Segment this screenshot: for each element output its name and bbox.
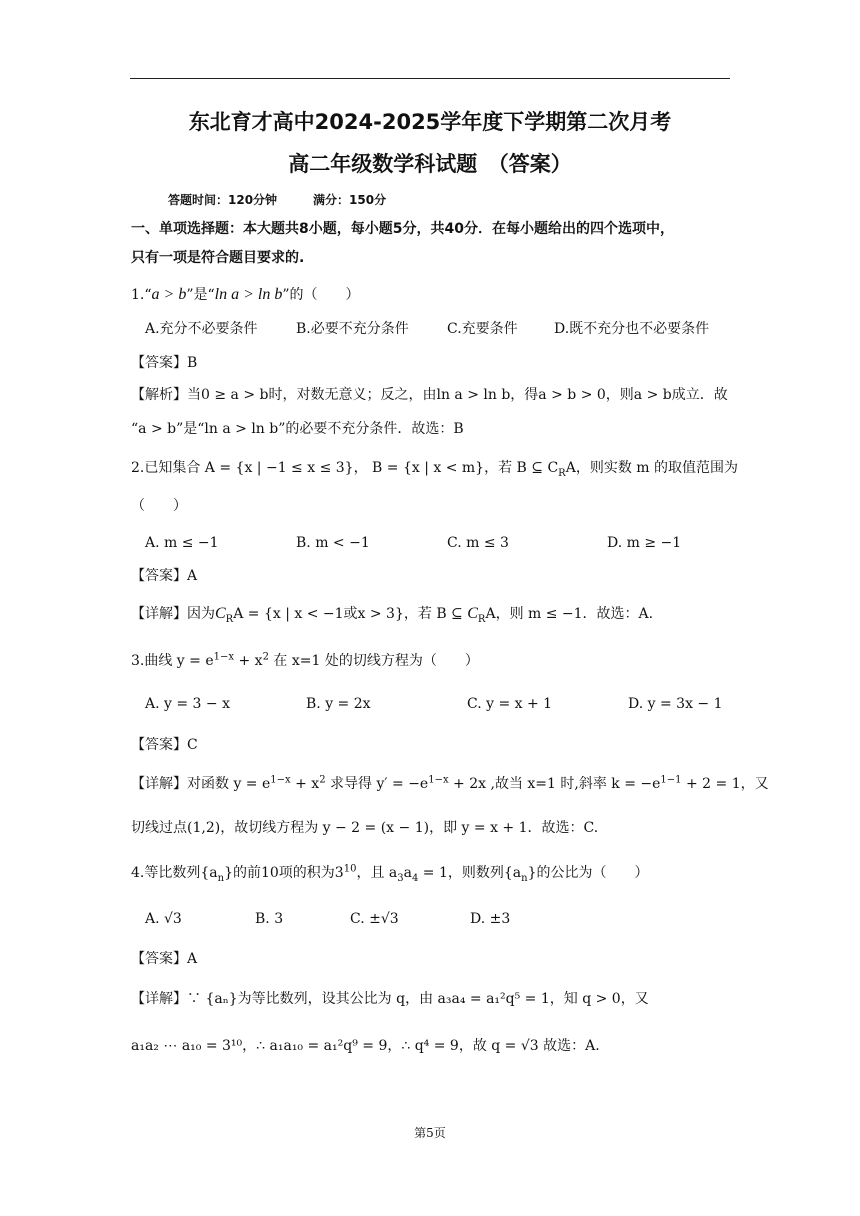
- question-2-stem: 2.已知集合 A = {x | −1 ≤ x ≤ 3}， B = {x | x < m}，若 B ⊆ $C_RA$，则实数 m 的取值范围为: [131, 460, 738, 479]
- q1-option-d: D.既不充分也不必要条件: [554, 321, 710, 337]
- q4-option-c: C. ±√3: [350, 911, 399, 927]
- q2-option-a: A. m ≤ −1: [145, 535, 219, 551]
- q1-option-a: A.充分不必要条件: [145, 321, 258, 337]
- q4-answer: 【答案】A: [131, 951, 198, 967]
- q1-explanation-line2: “a > b”是“ln a > ln b”的必要不充分条件．故选：B: [131, 421, 464, 437]
- q3-option-c: C. y = x + 1: [467, 696, 553, 712]
- exam-title: 东北育才高中2024-2025学年度下学期第二次月考: [188, 110, 672, 134]
- question-1-stem: 1.“a > b”是“ln a > ln b”的（ ）: [131, 286, 360, 303]
- page-number: 第5页: [414, 1126, 446, 1140]
- q3-detail-line2: 切线过点(1,2)，故切线方程为 y − 2 = (x − 1)，即 y = x + 1．故选：C.: [131, 820, 599, 836]
- q4-option-b: B. 3: [255, 911, 284, 927]
- q2-option-b: B. m < −1: [296, 535, 370, 551]
- q2-option-c: C. m ≤ 3: [447, 535, 509, 551]
- q4-option-a: A. √3: [145, 911, 182, 927]
- header-rule: [130, 78, 730, 79]
- question-4-stem: 4.等比数列$\{a_n\}$的前10项的积为$3^{10}$，且 $a_3a_4 = 1$，则数列$\{a_n\}$的公比为（ ）: [131, 863, 649, 884]
- q4-option-d: D. ±3: [470, 911, 511, 927]
- q3-option-a: A. y = 3 − x: [145, 696, 230, 712]
- q1-option-b: B.必要不充分条件: [296, 321, 409, 337]
- exam-info: 答题时间：120分钟 满分：150分: [168, 193, 387, 207]
- question-3-stem: 3.曲线 $y = e^{1-x} + x^2$ 在 x=1 处的切线方程为（ ）: [131, 651, 479, 669]
- section-heading-line2: 只有一项是符合题目要求的.: [131, 250, 305, 266]
- q3-answer: 【答案】C: [131, 737, 198, 753]
- q2-answer: 【答案】A: [131, 568, 198, 584]
- q1-option-c: C.充要条件: [447, 321, 518, 337]
- q3-option-b: B. y = 2x: [306, 696, 371, 712]
- q4-detail-line1: 【详解】∵ {aₙ}为等比数列，设其公比为 q，由 a₃a₄ = a₁²q⁵ = 1，知 q > 0，又: [131, 991, 649, 1007]
- q2-option-d: D. m ≥ −1: [607, 535, 682, 551]
- q3-detail-line1: 【详解】对函数 $y = e^{1-x} + x^2$ 求导得 $y' = -e^{1-x} + 2x$ ,故当 x=1 时,斜率 $k = -e^{1-1} + 2 = 1$，又: [131, 774, 769, 792]
- section-heading-line1: 一、单项选择题：本大题共8小题，每小题5分，共40分．在每小题给出的四个选项中，: [131, 221, 674, 237]
- q3-option-d: D. y = 3x − 1: [628, 696, 723, 712]
- question-2-paren: （ ）: [131, 498, 187, 514]
- q1-explanation-line1: 【解析】当0 ≥ a > b时，对数无意义；反之，由ln a > ln b，得a > b > 0，则a > b成立．故: [131, 387, 728, 403]
- q2-detail: 【详解】因为$C_RA = \{x$ | x < −1或x > 3}，若 B ⊆ $C_RA$，则 m ≤ −1．故选：A.: [131, 605, 654, 625]
- exam-subtitle: 高二年级数学科试题 （答案）: [288, 152, 572, 176]
- q4-detail-line2: a₁a₂ ⋯ a₁₀ = 3¹⁰，∴ a₁a₁₀ = a₁²q⁹ = 9，∴ q⁴ = 9，故 q = √3 故选：A.: [131, 1038, 600, 1054]
- q1-answer: 【答案】B: [131, 355, 198, 371]
